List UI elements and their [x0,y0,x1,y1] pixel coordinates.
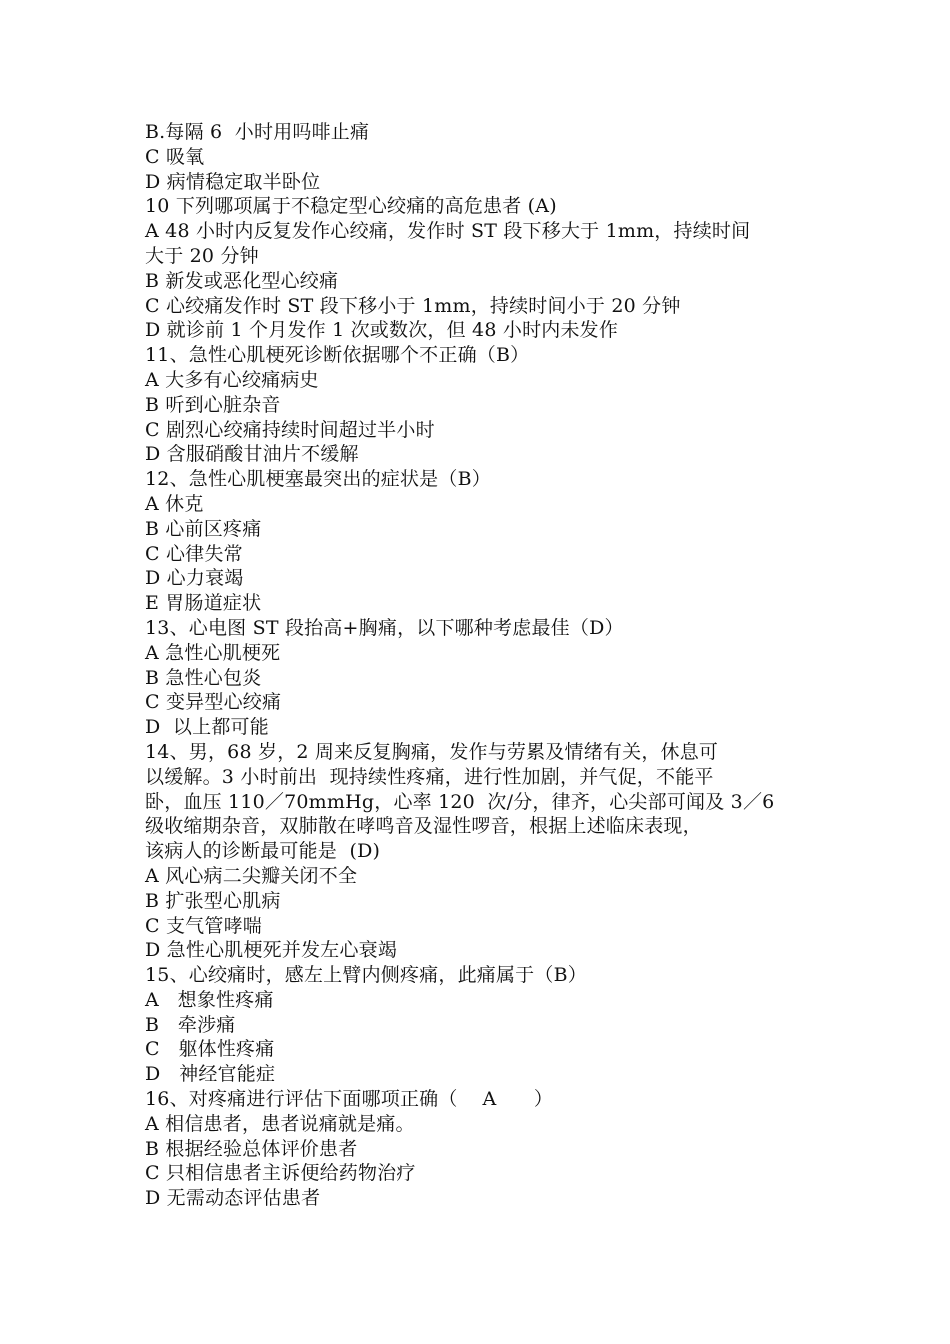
text-line: 该病人的诊断最可能是 (D) [145,840,381,863]
question-15: 15、心绞痛时，感左上臂内侧疼痛，此痛属于（B） [145,964,587,987]
text-line: C 剧烈心绞痛持续时间超过半小时 [145,418,435,441]
text-line: D 病情稳定取半卧位 [145,170,321,193]
text-line: 级收缩期杂音，双肺散在哮鸣音及湿性啰音，根据上述临床表现， [145,815,702,838]
text-line: A 休克 [145,492,204,515]
text-line: C 吸氧 [145,145,205,168]
text-line: A 想象性疼痛 [145,988,274,1011]
question-13: 13、心电图 ST 段抬高+胸痛，以下哪种考虑最佳（D） [145,616,624,639]
question-10: 10 下列哪项属于不稳定型心绞痛的高危患者 (A) [145,195,557,218]
text-line: 以缓解。3 小时前出 现持续性疼痛，进行性加剧，并气促，不能平 [145,765,714,788]
text-line: B 急性心包炎 [145,666,262,689]
text-line: 大于 20 分钟 [145,244,259,267]
text-line: C 变异型心绞痛 [145,691,282,714]
text-line: B.每隔 6 小时用吗啡止痛 [145,121,370,143]
text-line: B 牵涉痛 [145,1013,236,1036]
text-line: D 无需动态评估患者 [145,1187,321,1210]
text-line: B 听到心脏杂音 [145,393,281,416]
text-line: B 心前区疼痛 [145,517,262,540]
text-line: C 心律失常 [145,542,243,565]
question-12: 12、急性心肌梗塞最突出的症状是（B） [145,468,491,491]
text-line: A 相信患者，患者说痛就是痛。 [145,1112,415,1135]
text-line: D 心力衰竭 [145,567,244,590]
text-line: A 48 小时内反复发作心绞痛，发作时 ST 段下移大于 1mm，持续时间 [145,220,751,243]
text-line: A 风心病二尖瓣关闭不全 [145,864,358,887]
text-line: C 躯体性疼痛 [145,1038,275,1061]
text-line: D 以上都可能 [145,716,269,739]
text-line: B 扩张型心肌病 [145,889,281,912]
text-line: D 神经官能症 [145,1063,276,1086]
text-line: B 新发或恶化型心绞痛 [145,269,339,292]
text-line: E 胃肠道症状 [145,592,262,615]
question-16: 16、对疼痛进行评估下面哪项正确（ A ） [145,1088,554,1111]
text-line: D 含服硝酸甘油片不缓解 [145,443,359,466]
text-line: C 心绞痛发作时 ST 段下移小于 1mm，持续时间小于 20 分钟 [145,294,681,317]
question-11: 11、急性心肌梗死诊断依据哪个不正确（B） [145,344,530,367]
text-line: D 急性心肌梗死并发左心衰竭 [145,939,398,962]
document-body [145,120,825,1211]
text-line: C 只相信患者主诉便给药物治疗 [145,1162,416,1185]
text-line: C 支气管哮喘 [145,914,262,937]
text-line: D 就诊前 1 个月发作 1 次或数次，但 48 小时内未发作 [145,319,619,342]
text-line: A 大多有心绞痛病史 [145,368,319,391]
text-line: 卧，血压 110／70mmHg，心率 120 次/分，律齐，心尖部可闻及 3／6 [145,790,775,813]
text-line: B 根据经验总体评价患者 [145,1137,358,1160]
text-line: A 急性心肌梗死 [145,641,281,664]
question-14: 14、男，68 岁，2 周来反复胸痛，发作与劳累及情绪有关，休息可 [145,740,719,763]
